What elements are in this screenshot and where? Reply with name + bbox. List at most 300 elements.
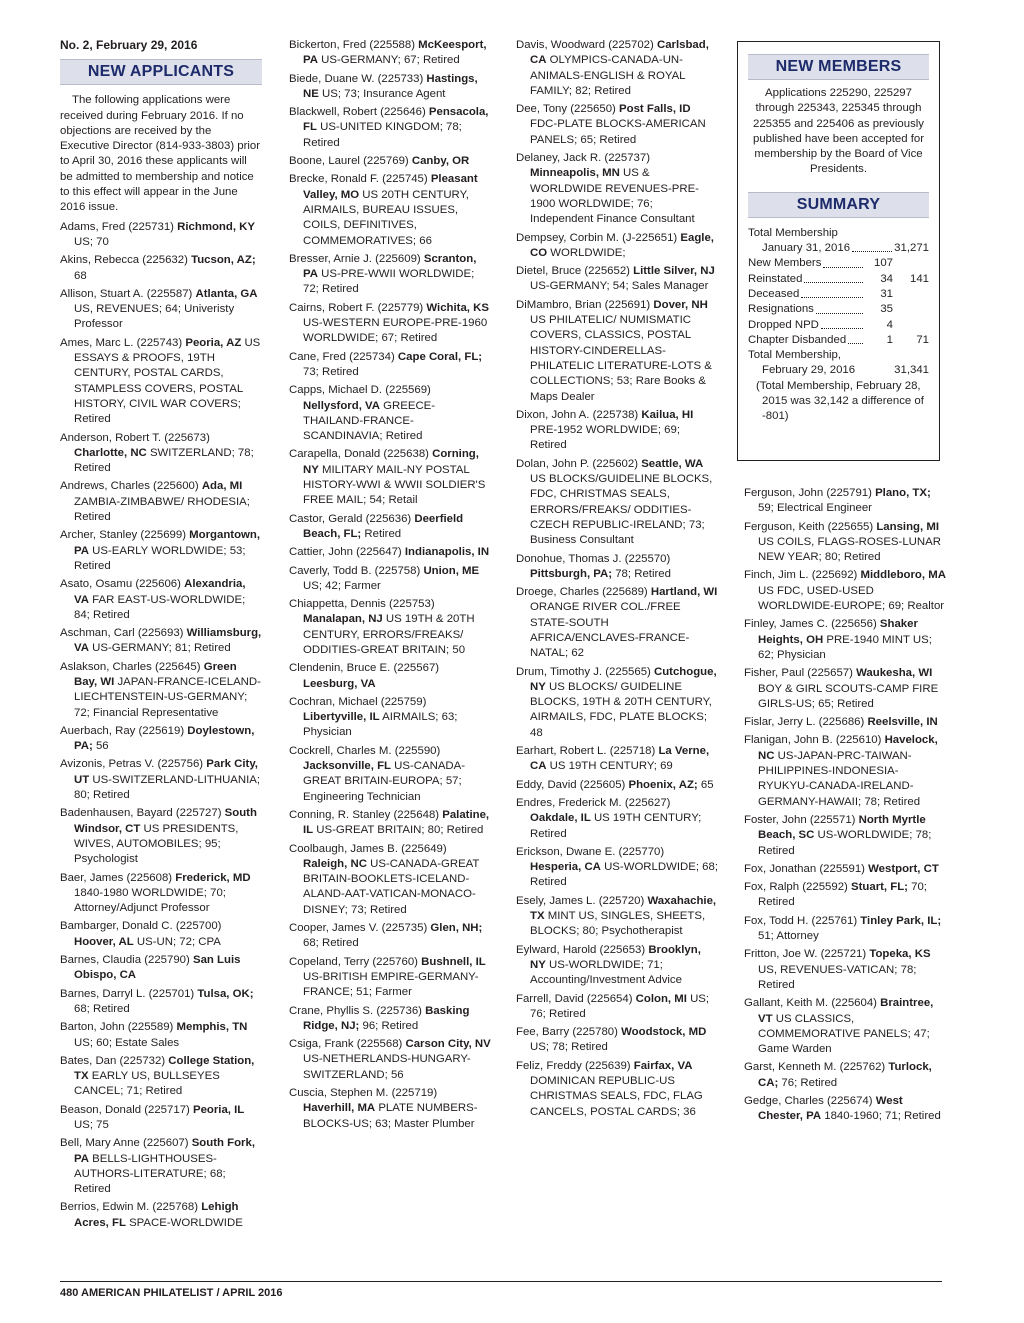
applicant-entry [744,715,946,730]
summary-row-label: New Members [748,257,822,270]
applicant-name: Beason, Donald (225717) [60,1103,193,1116]
leader-dots [852,241,892,252]
summary-row [748,302,929,317]
applicant-details: US BLOCKS/ GUIDELINE BLOCKS, 19TH & 20TH CENTURY, AIRMAILS, FDC, PLATE BLOCKS; 48 [530,680,712,739]
applicant-city: Hoover, AL [74,935,134,948]
applicant-details: US-JAPAN-PRC-TAIWAN-PHILIPPINES-INDONESIA-RYUKYU-CANADA-IRELAND-GERMANY-HAWAII; 78; Retired [758,749,921,808]
applicant-name: Droege, Charles (225689) [516,586,651,599]
applicant-entry [289,921,491,952]
applicant-details: 70; Retired [758,881,927,909]
applicant-name: Csiga, Frank (225568) [289,1038,406,1051]
applicant-name: Fritton, Joe W. (225721) [744,948,870,961]
applicant-city: Colon, MI [635,992,687,1005]
applicant-entry [289,447,491,508]
applicant-entry [60,336,262,428]
applicant-city: Raleigh, NC [303,857,367,870]
applicant-entry [60,431,262,477]
applicant-name: Boone, Laurel (225769) [289,155,412,168]
applicant-city: Manalapan, NJ [303,613,383,626]
applicant-name: Flanigan, John B. (225610) [744,734,885,747]
applicant-name: Baer, James (225608) [60,871,176,884]
applicant-name: Dempsey, Corbin M. (J-225651) [516,231,681,244]
summary-final-label: Total Membership, [748,349,842,362]
applicant-entry [516,894,718,940]
summary-row-label: Reinstated [748,272,803,285]
applicant-name: Delaney, Jack R. (225737) [516,152,651,165]
applicant-city: Westport, CT [868,862,939,875]
applicant-city: Peoria, AZ [185,336,242,349]
summary-row-value: 4 [886,318,893,331]
applicant-details: US; 70 [74,235,109,248]
applicant-entry [289,301,491,347]
applicant-details: US-EARLY WORLDWIDE; 53; Retired [74,544,246,572]
summary-total-row [748,241,929,256]
applicant-city: Atlanta, GA [195,287,258,300]
applicant-entry [60,806,262,867]
applicant-name: Finley, James C. (225656) [744,618,880,631]
summary-final-value: 31,341 [894,364,929,377]
applicant-entry [744,880,946,911]
applicant-details: US; 60; Estate Sales [74,1036,180,1049]
applicant-name: Capps, Michael D. (225569) [289,384,431,397]
applicant-entry [289,172,491,248]
applicant-details: SWITZERLAND; 78; Retired [74,446,254,475]
applicant-city: San Luis Obispo, CA [74,954,241,982]
applicant-details: 73; Retired [303,365,359,378]
applicant-city: Braintree, VT [758,997,934,1025]
applicant-entry [744,733,946,809]
applicant-details: US 19TH CENTURY; Retired [530,812,702,840]
applicant-city: Carson City, NV [405,1038,491,1051]
summary-final-date: February 29, 2016 [762,364,856,377]
leader-dots [804,272,863,283]
applicant-city: Cape Coral, FL; [397,350,483,363]
applicant-details: 1840-1980 WORLDWIDE; 70; Attorney/Adjunct Professor [74,886,226,915]
applicant-entry [60,1200,262,1231]
applicant-details: US-WORLDWIDE; 78; Retired [758,829,932,857]
applicant-entry [289,545,491,560]
applicant-details: 68; Retired [303,937,359,950]
applicant-city: Hastings, NE [303,72,478,100]
applicant-entry [516,665,718,741]
column-1 [60,38,262,1234]
applicant-name: Eddy, David (225605) [516,778,629,791]
applicant-list [744,486,946,1125]
applicant-city: South Fork, PA [74,1137,255,1165]
applicant-entry [289,808,491,839]
applicant-name: Blackwell, Robert (225646) [289,106,429,119]
applicant-entry [516,845,718,891]
applicant-name: Barnes, Claudia (225790) [60,954,193,967]
applicant-name: Cairns, Robert F. (225779) [289,301,427,314]
applicant-name: Earhart, Robert L. (225718) [516,745,659,758]
applicant-name: Avizonis, Petras V. (225756) [60,758,207,771]
footer-rule [60,1281,942,1282]
applicant-city: Reelsville, IN [867,716,938,729]
applicant-details: US-WORLDWIDE; 71; Accounting/Investment Advice [530,958,682,987]
summary-total-label: Total Membership [748,226,838,239]
applicant-entry [744,914,946,945]
applicant-name: Bickerton, Fred (225588) [289,39,419,51]
applicant-entry [60,220,262,251]
column-2 [289,38,491,1135]
applicant-details: 56 [92,740,109,753]
applicant-city: Shaker Heights, OH [758,618,918,646]
applicant-name: Brecke, Ronald F. (225745) [289,173,431,186]
applicant-details: 78; Retired [612,567,671,580]
applicant-name: Dietel, Bruce (225652) [516,265,634,278]
summary-row-subtotal: 71 [916,333,929,346]
applicant-name: Asato, Osamu (225606) [60,578,185,591]
applicant-name: DiMambro, Brian (225691) [516,298,654,311]
summary-final-row [748,363,929,378]
new-applicants-heading: NEW APPLICANTS [60,59,262,85]
applicant-entry [516,1025,718,1056]
applicant-name: Drum, Timothy J. (225565) [516,665,654,678]
applicant-city: Haverhill, MA [303,1102,376,1115]
applicant-details: US, REVENUES-VATICAN; 78; Retired [758,963,917,991]
applicant-name: Fox, Ralph (225592) [744,881,852,894]
summary-row-value: 31 [880,287,893,300]
applicant-city: Jacksonville, FL [303,760,391,773]
applicant-name: Eylward, Harold (225653) [516,943,649,956]
applicant-city: Williamsburg, VA [74,627,262,655]
applicant-name: Akins, Rebecca (225632) [60,254,192,267]
applicant-details: US-UN; 72; CPA [133,935,221,948]
applicant-details: PLATE NUMBERS-BLOCKS-US; 63; Master Plumber [303,1102,478,1130]
applicant-name: Feliz, Freddy (225639) [516,1059,634,1072]
applicant-city: Minneapolis, MN [530,167,620,180]
applicant-city: Pensacola, FL [303,106,489,134]
applicant-name: Garst, Kenneth M. (225762) [744,1061,889,1074]
applicant-city: Cutchogue, NY [530,665,717,693]
applicant-name: Coolbaugh, James B. (225649) [289,842,447,855]
summary-row [748,318,929,333]
applicant-details: ORANGE RIVER COL./FREE STATE-SOUTH AFRICA/ENCLAVES-FRANCE-NATAL; 62 [530,601,690,660]
applicant-details: US-GREAT BRITAIN; 80; Retired [313,824,484,837]
applicant-city: College Station, TX [74,1054,255,1083]
applicant-details: WORLDWIDE; [547,246,626,259]
leader-dots [848,333,863,344]
summary-row-subtotal: 141 [909,272,929,285]
applicant-city: Woodstock, MD [621,1026,707,1039]
applicant-entry [60,1020,262,1051]
leader-dots [816,302,863,313]
applicant-entry [60,287,262,333]
applicant-name: Fox, Jonathan (225591) [744,862,869,875]
applicant-city: Pittsburgh, PA; [530,567,613,580]
applicant-details: DOMINICAN REPUBLIC-US CHRISTMAS SEALS, FDC, FLAG CANCELS, POSTAL CARDS; 36 [530,1075,703,1118]
applicant-details: US-PRE-WWII WORLDWIDE; 72; Retired [303,268,475,296]
applicant-entry [60,253,262,284]
applicant-details: Retired [361,527,402,540]
applicant-details: US-CANADA-GREAT BRITAIN-BOOKLETS-ICELAND-ALAND-AAT-VATICAN-MONACO-DISNEY; 73; Retired [303,857,480,916]
applicant-details: US PHILATELIC/ NUMISMATIC COVERS, CLASSICS, POSTAL HISTORY-CINDERELLAS-PHILATELIC LITERATURE-LOTS & COLLECTIONS; 53; Rare Books & Maps Dealer [530,314,712,403]
applicant-name: Copeland, Terry (225760) [289,955,422,968]
applicant-details: GREECE-THAILAND-FRANCE-SCANDINAVIA; Retired [303,399,436,443]
applicant-city: Peoria, IL [192,1103,245,1116]
summary-total-value: 31,271 [894,242,929,255]
applicant-details: US FDC, USED-USED WORLDWIDE-EUROPE; 69; Realtor [758,584,945,613]
applicant-entry [516,408,718,454]
applicant-city: Plano, TX; [875,487,931,499]
applicant-city: Turlock, CA; [758,1061,932,1089]
applicant-city: Union, ME [423,564,480,577]
applicant-entry [60,479,262,525]
applicant-details: US 19TH & 20TH CENTURY, ERRORS/FREAKS/ ODDITIES-GREAT BRITAIN; 50 [303,613,475,656]
applicant-name: Chiappetta, Dennis (225753) [289,598,435,611]
applicant-details: US 20TH CENTURY, AIRMAILS, BUREAU ISSUES, COILS, DEFINITIVES, COMMEMORATIVES; 66 [303,188,469,247]
applicant-name: Biede, Duane W. (225733) [289,72,427,85]
applicant-details: 65 [697,778,714,791]
applicant-entry [744,813,946,859]
applicant-entry [289,1086,491,1132]
applicant-city: Hesperia, CA [530,861,601,874]
applicant-city: Waukesha, WI [856,667,933,680]
applicant-city: Corning, NY [303,448,479,476]
issue-line: No. 2, February 29, 2016 [60,38,198,52]
applicant-city: South Windsor, CT [74,807,257,835]
applicant-details: US-GERMANY; 81; Retired [88,642,231,655]
applicants-intro: The following applications were received during February 2016. If no objections are received by the Executive Director (814-933-3803) prior to April 30, 2016 these applicants will be admitted to membership and notice to this effect will appear in the June 2016 issue. [60,94,261,214]
applicant-entry [60,1136,262,1197]
applicant-entry [289,350,491,381]
applicant-details: US-GERMANY; 54; Sales Manager [530,280,709,293]
applicant-entry [60,724,262,755]
applicant-name: Fislar, Jerry L. (225686) [744,716,868,729]
summary-row [748,272,929,287]
summary-row [748,333,929,348]
applicant-entry [289,695,491,741]
applicant-entry [516,151,718,227]
applicant-entry [289,38,491,69]
applicant-entry [289,154,491,169]
applicant-name: Bell, Mary Anne (225607) [60,1137,192,1150]
summary-row-label: Chapter Disbanded [748,333,847,346]
applicant-city: Canby, OR [411,155,470,168]
applicant-name: Conning, R. Stanley (225648) [289,808,443,821]
applicant-details: US 19TH CENTURY; 69 [546,760,673,773]
applicant-entry [516,102,718,148]
new-members-text: Applications 225290, 225297 through 225343, 225345 through 225355 and 225406 as previously published have been accepted for membership by the Board of Vice Presidents. [753,87,924,176]
applicant-details: US-NETHERLANDS-HUNGARY-SWITZERLAND; 56 [303,1053,471,1081]
applicant-name: Finch, Jim L. (225692) [744,569,861,582]
summary-row [748,256,929,271]
applicant-name: Esely, James L. (225720) [516,894,648,907]
applicant-entry [516,457,718,549]
applicant-name: Aslakson, Charles (225645) [60,660,204,673]
page-footer: 480 AMERICAN PHILATELIST / APRIL 2016 [60,1287,283,1299]
summary-row-subtotal [893,256,929,271]
applicant-city: Dover, NH [653,298,708,311]
applicant-city: Little Silver, NJ [633,265,715,278]
applicant-details: SPACE-WORLDWIDE [125,1216,243,1229]
applicant-details: US, REVENUES; 64; Univeristy Professor [74,303,235,331]
applicant-entry [289,1037,491,1083]
applicant-city: La Verne, CA [530,745,710,773]
summary-row-value: 1 [886,333,893,346]
applicant-city: West Chester, PA [758,1094,903,1123]
applicant-city: Kailua, HI [641,408,694,421]
applicant-city: Ada, MI [201,480,243,493]
applicant-list [516,38,718,1120]
applicant-entry [744,520,946,566]
summary-rows [748,256,929,348]
applicant-city: Glen, NH; [430,922,483,935]
applicant-entry [744,1094,946,1125]
applicant-name: Davis, Woodward (225702) [516,39,657,51]
leader-dots [823,256,863,267]
applicant-entry [516,744,718,775]
applicant-name: Badenhausen, Bayard (225727) [60,807,225,820]
applicant-details: US PRESIDENTS, WIVES, AUTOMOBILES; 95; Psychologist [74,822,239,866]
column-4 [744,486,946,1128]
applicant-city: Richmond, KY [177,220,255,233]
applicant-entry [60,757,262,803]
applicant-details: 68 [74,269,87,282]
applicant-city: McKeesport, PA [303,39,487,67]
applicant-city: Middleboro, MA [860,569,946,582]
applicant-entry [744,568,946,614]
applicant-name: Dixon, John A. (225738) [516,408,642,421]
applicant-details: 76; Retired [778,1076,838,1089]
applicant-entry [289,72,491,103]
applicant-details: MILITARY MAIL-NY POSTAL HISTORY-WWI & WWII SOLDIER'S FREE MAIL; 54; Retail [303,463,486,507]
applicant-city: Tulsa, OK; [197,987,254,1000]
applicant-city: Park City, UT [74,758,258,786]
applicant-details: US-GERMANY; 67; Retired [317,54,460,67]
applicant-city: Tinley Park, IL; [860,914,942,927]
applicant-details: US COILS, FLAGS-ROSES-LUNAR NEW YEAR; 80; Retired [758,535,941,564]
summary-row-subtotal [893,302,929,317]
applicant-details: US CLASSICS, COMMEMORATIVE PANELS; 47; Game Warden [758,1012,930,1056]
applicant-name: Cochran, Michael (225759) [289,695,427,708]
applicant-city: Waxahachie, TX [530,894,717,923]
applicant-name: Ames, Marc L. (225743) [60,336,186,349]
applicant-name: Cuscia, Stephen M. (225719) [289,1087,438,1099]
applicant-list [60,220,262,1231]
applicant-details: US-CANADA-GREAT BRITAIN-EUROPA; 57; Engineering Technician [303,760,466,803]
applicant-details: US; 73; Insurance Agent [318,87,446,100]
applicant-name: Endres, Frederick M. (225627) [516,796,671,809]
new-members-heading: NEW MEMBERS [748,54,929,80]
applicant-details: 68; Retired [74,1002,130,1015]
applicant-city: Green Bay, WI [74,660,237,688]
applicant-entry [744,486,946,517]
applicant-city: Seattle, WA [641,457,704,470]
applicant-details: 59; Electrical Engineer [758,502,872,515]
applicant-entry [60,953,262,984]
applicant-entry [60,1054,262,1100]
column-3 [516,38,718,1123]
applicant-entry [516,298,718,405]
applicant-name: Anderson, Robert T. (225673) [60,431,210,444]
applicant-city: Eagle, CO [530,231,714,259]
applicant-entry [289,564,491,595]
applicant-name: Foster, John (225571) [744,813,859,826]
applicant-details: FDC-PLATE BLOCKS-AMERICAN PANELS; 65; Retired [530,118,706,146]
applicant-entry [516,1059,718,1120]
summary-row-label: Resignations [748,303,814,316]
applicant-details: OLYMPICS-CANADA-UN-ANIMALS-ENGLISH & ROYAL FAMILY; 82; Retired [530,54,686,97]
applicant-details: 96; Retired [359,1019,419,1032]
applicant-name: Ferguson, John (225791) [744,487,876,499]
applicant-details: JAPAN-FRANCE-ICELAND-LIECHTENSTEIN-US-GERMANY; 72; Financial Representative [74,675,261,719]
applicant-city: Bushnell, IL [421,955,486,968]
applicant-details: MINT US, SINGLES, SHEETS, BLOCKS; 80; Psychotherapist [530,910,706,938]
applicant-entry [60,919,262,950]
applicant-entry [744,862,946,877]
applicant-details: US-WORLDWIDE; 68; Retired [530,861,718,889]
applicant-details: US-WESTERN EUROPE-PRE-1960 WORLDWIDE; 67; Retired [303,317,488,345]
applicant-details: US BLOCKS/GUIDELINE BLOCKS, FDC, CHRISTMAS SEALS, ERRORS/FREAKS/ ODDITIES-CZECH REPUBLIC-IRELAND; 73; Business Consultant [530,473,713,547]
applicant-entry [744,1060,946,1091]
applicant-name: Fee, Barry (225780) [516,1026,622,1039]
applicant-entry [289,512,491,543]
applicant-city: Doylestown, PA; [74,724,255,753]
leader-dots [801,287,863,298]
applicant-name: Berrios, Edwin M. (225768) [60,1201,202,1214]
applicant-entry [60,660,262,721]
applicant-entry [516,552,718,583]
applicant-city: Hartland, WI [650,586,718,599]
applicant-city: Charlotte, NC [74,446,147,459]
applicant-city: Post Falls, ID [619,103,691,116]
applicant-entry [516,796,718,842]
applicant-list [289,38,491,1132]
applicant-name: Fox, Todd H. (225761) [744,914,861,927]
applicant-entry [744,617,946,663]
applicant-details: US; 76; Retired [530,992,710,1020]
applicant-city: Lehigh Acres, FL [74,1201,239,1229]
applicant-details: PRE-1940 MINT US; 62; Physician [758,633,932,661]
applicant-entry [516,264,718,295]
applicant-name: Gallant, Keith M. (225604) [744,997,881,1010]
applicant-name: Cane, Fred (225734) [289,350,398,363]
applicant-name: Crane, Phyllis S. (225736) [289,1004,426,1017]
applicant-entry [289,597,491,658]
summary-row-subtotal [893,318,929,333]
applicant-name: Barton, John (225589) [60,1021,177,1034]
applicant-details: 1840-1960; 71; Retired [821,1110,941,1123]
applicant-city: Oakdale, IL [530,812,591,825]
applicant-entry [516,38,718,99]
applicant-name: Donohue, Thomas J. (225570) [516,552,671,565]
applicant-entry [289,661,491,692]
summary-total-date: January 31, 2016 [762,242,851,255]
applicant-entry [744,666,946,712]
applicant-city: Fairfax, VA [633,1059,693,1072]
applicant-details: AIRMAILS; 63; Physician [303,711,458,739]
applicant-name: Caverly, Todd B. (225758) [289,564,424,577]
applicant-details: US; 75 [74,1119,109,1131]
applicant-entry [60,626,262,657]
applicant-name: Aschman, Carl (225693) [60,627,187,640]
applicant-name: Andrews, Charles (225600) [60,480,202,493]
summary-note: (Total Membership, February 28, 2015 was 32,142 a difference of -801) [756,379,924,423]
members-summary-box [737,41,940,461]
applicant-city: Wichita, KS [426,301,489,314]
applicant-details: US-UNITED KINGDOM; 78; Retired [303,121,462,149]
applicant-city: Brooklyn, NY [530,943,701,971]
applicant-city: Frederick, MD [175,871,251,884]
applicant-city: Topeka, KS [869,948,931,961]
applicant-entry [60,577,262,623]
applicant-name: Fisher, Paul (225657) [744,667,857,680]
applicant-name: Erickson, Dwane E. (225770) [516,845,665,858]
applicant-details: US-BRITISH EMPIRE-GERMANY-FRANCE; 51; Farmer [303,970,479,999]
applicant-name: Carapella, Donald (225638) [289,448,433,461]
